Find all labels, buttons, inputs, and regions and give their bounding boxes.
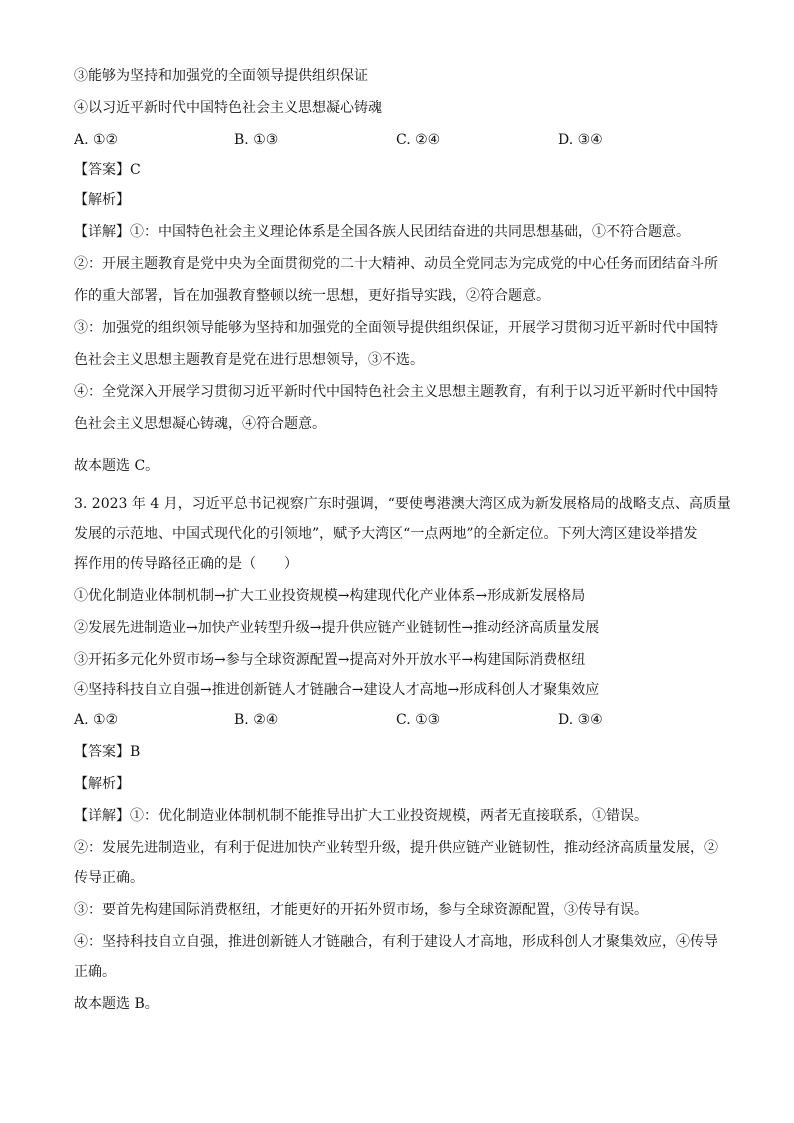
q3-stem-line: 3. 2023 年 4 月，习近平总书记视察广东时强调，“要使粤港澳大湾区成为新发展格局的战略支点、高质量 bbox=[74, 496, 731, 512]
q3-explain-line: ②：发展先进制造业，有利于促进加快产业转型升级，提升供应链产业链韧性，推动经济高质量发展，② bbox=[74, 840, 718, 856]
q2-explain-line: 【详解】①：中国特色社会主义理论体系是全国各族人民团结奋进的共同思想基础，①不符合题意。 bbox=[74, 224, 690, 240]
q2-explain-line: 色社会主义思想凝心铸魂，④符合题意。 bbox=[74, 416, 326, 432]
q2-option-d: D. ③④ bbox=[558, 132, 603, 148]
q2-option-a: A. ①② bbox=[74, 132, 119, 148]
q3-item-2: ②发展先进制造业→加快产业转型升级→提升供应链产业链韧性→推动经济高质量发展 bbox=[74, 620, 600, 636]
q2-option-c: C. ②④ bbox=[396, 132, 441, 148]
q3-explain-line: 正确。 bbox=[74, 964, 116, 980]
q2-item-4: ④以习近平新时代中国特色社会主义思想凝心铸魂 bbox=[74, 100, 382, 116]
q3-explain-line: 【详解】①：优化制造业体制机制不能推导出扩大工业投资规模，两者无直接联系，①错误。 bbox=[74, 808, 648, 824]
q2-conclusion: 故本题选 C。 bbox=[74, 458, 160, 474]
q2-explain-line: ④：全党深入开展学习贯彻习近平新时代中国特色社会主义思想主题教育，有利于以习近平新时代中国特 bbox=[74, 384, 718, 400]
q2-option-b: B. ①③ bbox=[234, 132, 279, 148]
q3-explain-line: ④：坚持科技自立自强，推进创新链人才链融合，有利于建设人才高地，形成科创人才聚集效应，④传导 bbox=[74, 934, 718, 950]
q3-option-c: C. ①③ bbox=[396, 712, 441, 728]
q3-stem-line: 挥作用的传导路径正确的是（ ） bbox=[74, 556, 298, 572]
q2-item-3: ③能够为坚持和加强党的全面领导提供组织保证 bbox=[74, 68, 368, 84]
q3-item-1: ①优化制造业体制机制→扩大工业投资规模→构建现代化产业体系→形成新发展格局 bbox=[74, 588, 586, 604]
q2-explain-line: 作的重大部署，旨在加强教育整顿以统一思想，更好指导实践，②符合题意。 bbox=[74, 288, 550, 304]
q3-analysis-label: 【解析】 bbox=[74, 776, 130, 792]
q3-answer: 【答案】B bbox=[74, 744, 141, 760]
q2-explain-line: ③：加强党的组织领导能够为坚持和加强党的全面领导提供组织保证，开展学习贯彻习近平新时代中国特 bbox=[74, 320, 718, 336]
q2-explain-line: ②：开展主题教育是党中央为全面贯彻党的二十大精神、动员全党同志为完成党的中心任务而团结奋斗所 bbox=[74, 256, 718, 272]
q3-explain-line: ③：要首先构建国际消费枢纽，才能更好的开拓外贸市场，参与全球资源配置，③传导有误。 bbox=[74, 902, 648, 918]
q2-analysis-label: 【解析】 bbox=[74, 192, 130, 208]
q3-stem-line: 发展的示范地、中国式现代化的引领地”，赋予大湾区“一点两地”的全新定位。下列大湾区建设举措发 bbox=[74, 526, 698, 542]
q3-option-d: D. ③④ bbox=[558, 712, 603, 728]
q3-option-a: A. ①② bbox=[74, 712, 119, 728]
q3-item-4: ④坚持科技自立自强→推进创新链人才链融合→建设人才高地→形成科创人才聚集效应 bbox=[74, 682, 600, 698]
q2-explain-line: 色社会主义思想主题教育是党在进行思想领导，③不选。 bbox=[74, 352, 424, 368]
q3-conclusion: 故本题选 B。 bbox=[74, 996, 159, 1012]
q3-item-3: ③开拓多元化外贸市场→参与全球资源配置→提高对外开放水平→构建国际消费枢纽 bbox=[74, 652, 586, 668]
q3-option-b: B. ②④ bbox=[234, 712, 279, 728]
q2-answer: 【答案】C bbox=[74, 162, 141, 178]
q3-explain-line: 传导正确。 bbox=[74, 870, 144, 886]
